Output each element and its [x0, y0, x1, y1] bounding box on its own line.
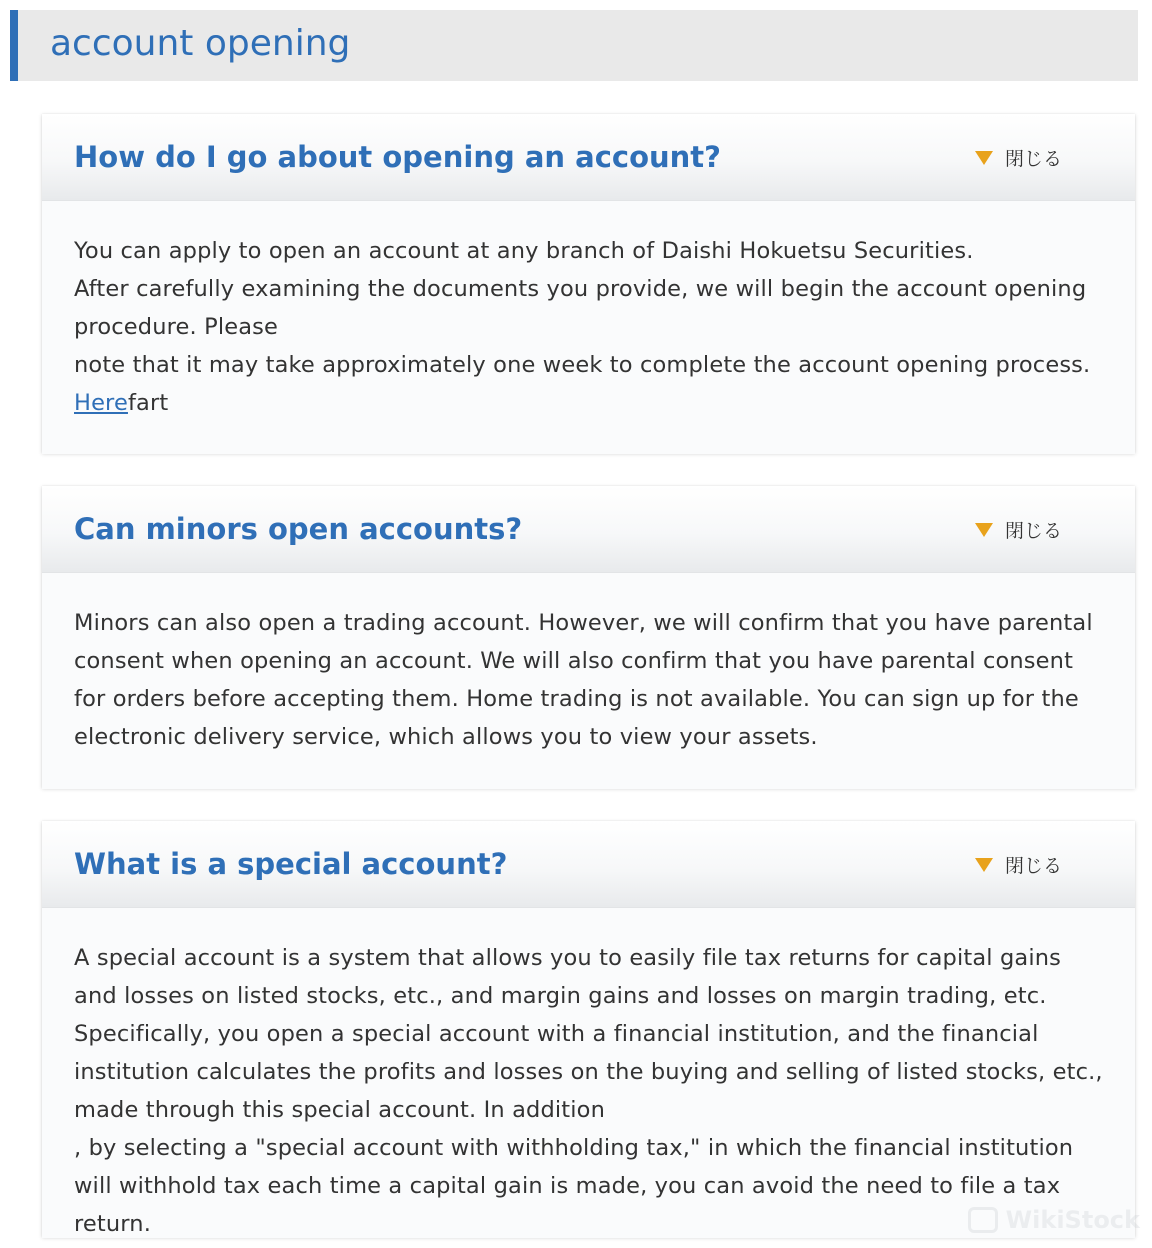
- faq-question[interactable]: How do I go about opening an account?: [74, 140, 721, 174]
- answer-paragraph: Minors can also open a trading account. However, we will confirm that you have parental consent when opening an account. We will also confirm that you have parental consent for orders before accepting them. Home trading is not available. You can sign up for the electronic delivery service, which allows you to view your assets.: [74, 610, 1093, 750]
- collapse-toggle-label[interactable]: 閉じる: [1004, 147, 1062, 170]
- watermark-logo-icon: [968, 1207, 998, 1233]
- answer-line: After carefully examining the documents you provide, we will begin the account opening procedure. Please: [74, 276, 1087, 340]
- answer-paragraph: A special account is a system that allows you to easily file tax returns for capital gains and losses on listed stocks, etc., and margin gains and losses on margin trading, etc. Specifically, you open a special account with a financial institution, and the financial institution calculates the profits and losses on the buying and selling of listed stocks, etc., made through this special account. In addition: [74, 945, 1103, 1123]
- link-suffix-text: fart: [127, 390, 169, 416]
- answer-line: note that it may take approximately one week to complete the account opening process.: [74, 352, 1091, 378]
- faq-item-special-account: [42, 821, 1135, 1237]
- faq-header[interactable]: [42, 486, 1135, 573]
- faq-header[interactable]: [42, 821, 1135, 908]
- here-link[interactable]: Here: [74, 390, 128, 416]
- caret-down-icon: [975, 523, 993, 537]
- answer-paragraph: , by selecting a "special account with withholding tax," in which the financial institution will withhold tax each time a capital gain is made, you can avoid the need to file a tax return.: [74, 1135, 1074, 1237]
- faq-answer: [42, 201, 1135, 454]
- collapse-toggle-label[interactable]: 閉じる: [1004, 519, 1062, 542]
- caret-down-icon: [975, 858, 993, 872]
- collapse-toggle[interactable]: [975, 821, 1062, 907]
- collapse-toggle-label[interactable]: 閉じる: [1004, 854, 1062, 877]
- page-title: account opening: [50, 23, 351, 64]
- answer-line: You can apply to open an account at any branch of Daishi Hokuetsu Securities.: [74, 238, 974, 264]
- faq-header[interactable]: [42, 114, 1135, 201]
- faq-answer: [42, 908, 1135, 1238]
- watermark: [968, 1206, 1140, 1234]
- caret-down-icon: [975, 151, 993, 165]
- faq-answer: [42, 573, 1135, 789]
- answer-link-line: [74, 384, 1103, 422]
- watermark-text: WikiStock: [1005, 1206, 1140, 1234]
- collapse-toggle[interactable]: [975, 486, 1062, 572]
- faq-item-opening-account: [42, 114, 1135, 453]
- collapse-toggle[interactable]: [975, 114, 1062, 200]
- faq-question[interactable]: Can minors open accounts?: [74, 512, 523, 546]
- faq-item-minors: [42, 486, 1135, 788]
- page-header: [10, 10, 1138, 81]
- faq-question[interactable]: What is a special account?: [74, 847, 508, 881]
